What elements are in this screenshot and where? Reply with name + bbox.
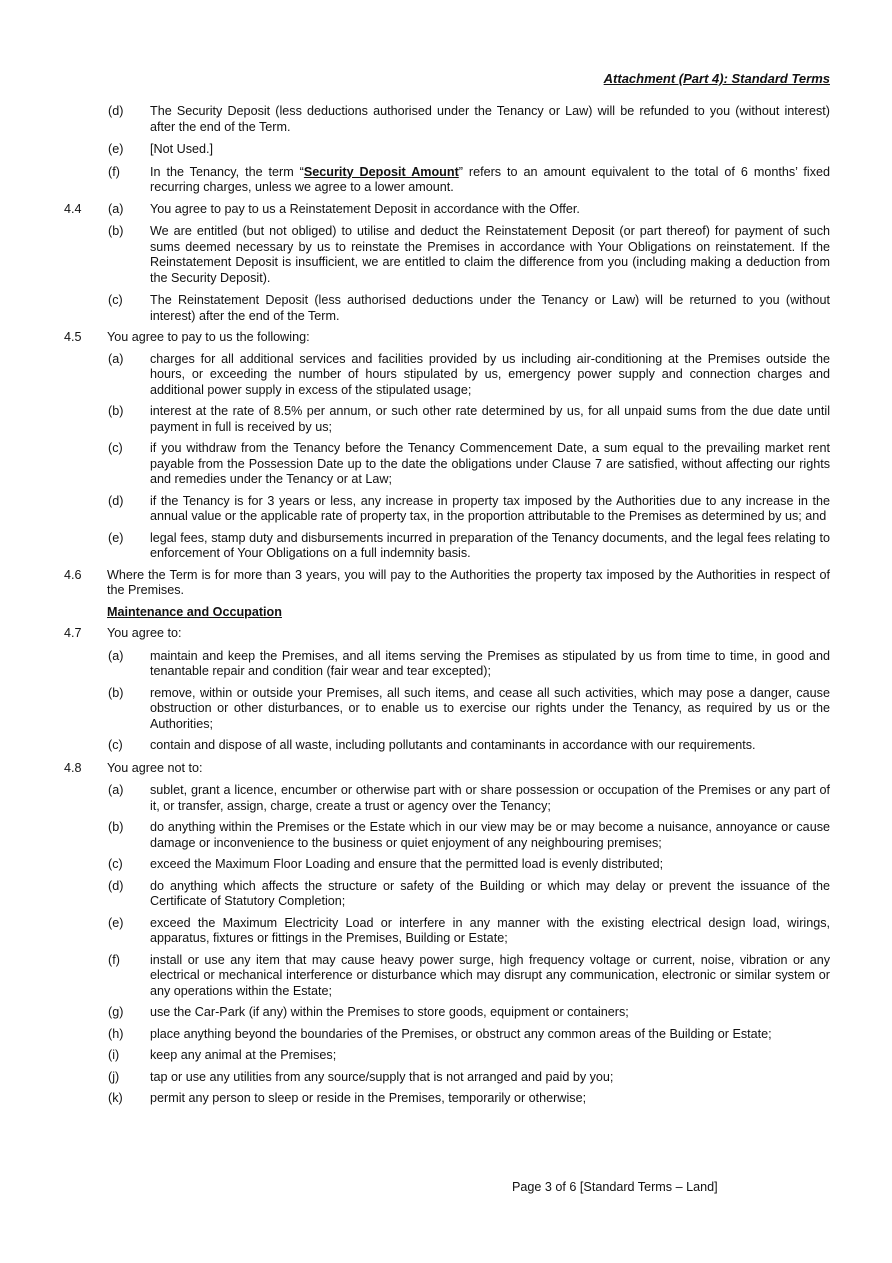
clause-label: (b): [108, 404, 124, 418]
clause-label: (f): [108, 952, 120, 967]
clause-4-8-b: [64, 820, 830, 851]
clause-text-post: ” refers to an amount equivalent to the total of 6 months’ fixed recurring charges, unless we agree to a lower amount.: [150, 164, 831, 194]
clause-label: (e): [108, 915, 124, 930]
clause-text: do anything within the Premises or the Estate which in our view may be or may become a nuisance, annoyance or cause damage or inconvenience to the business or quiet enjoyment of any neighbouring premises;: [150, 820, 830, 850]
clause-4-3-d: [64, 104, 830, 135]
clause-label: (c): [108, 738, 123, 752]
clause-text: contain and dispose of all waste, including pollutants and contaminants in accordance with our requirements.: [150, 738, 756, 752]
clause-label: (c): [108, 441, 123, 455]
clause-text: do anything which affects the structure or safety of the Building or which may delay or prevent the issuance of the Certificate of Statutory Completion;: [150, 878, 830, 908]
clause-text: remove, within or outside your Premises, all such items, and cease all such activities, which may pose a danger, cause obstruction or other disturbances, or to enable us to exercise our rights under the Tenancy, as required by us or the Authorities;: [150, 685, 830, 731]
clause-number: 4.6: [64, 567, 82, 582]
clause-label: (j): [108, 1069, 120, 1084]
clause-4-8-h: [64, 1027, 830, 1043]
clause-label: (d): [108, 878, 124, 893]
clause-label: (h): [108, 1026, 124, 1041]
clause-label: (c): [108, 857, 123, 871]
clause-text: maintain and keep the Premises, and all items serving the Premises as stipulated by us from time to time, in good and tenantable repair and condition (fair wear and tear excepted);: [150, 648, 830, 678]
page-header-title: Attachment (Part 4): Standard Terms: [603, 71, 830, 86]
clause-text: [Not Used.]: [150, 142, 213, 156]
clause-4-4-c: [64, 293, 830, 324]
clause-label: (a): [108, 648, 124, 663]
clause-number: 4.4: [64, 201, 82, 216]
clause-label: (i): [108, 1048, 120, 1062]
clause-4-8-j: [64, 1070, 830, 1086]
clause-text: install or use any item that may cause heavy power surge, high frequency voltage or current, noise, vibration or any electrical or mechanical interference or disturbance which may disrupt any communication, electronic or similar system or any operations within the Estate;: [150, 952, 830, 998]
clause-4-8-k: [64, 1091, 830, 1107]
section-heading: [64, 605, 830, 621]
clause-4-7-b: [64, 686, 830, 733]
clause-label: (d): [108, 493, 124, 508]
clause-text: if the Tenancy is for 3 years or less, any increase in property tax imposed by the Authorities due to any increase in the annual value or the applicable rate of property tax, in the proportion attributable to the Premises as determined by us; and: [150, 493, 830, 523]
clause-label: (b): [108, 685, 124, 700]
clause-text: The Reinstatement Deposit (less authorised deductions under the Tenancy or Law) will be returned to you (without interest) after the end of the Term.: [150, 293, 830, 323]
clause-4-4-b: [64, 224, 830, 286]
clause-4-8-a: [64, 783, 830, 814]
clause-label: (a): [108, 201, 124, 216]
clause-text: exceed the Maximum Electricity Load or interfere in any manner with the existing electrical design load, wirings, apparatus, fixtures or fittings in the Premises, Building or Estate;: [150, 915, 830, 945]
page-footer: Page 3 of 6 [Standard Terms – Land]: [512, 1180, 718, 1194]
clause-label: (a): [108, 351, 124, 366]
clause-text: exceed the Maximum Floor Loading and ensure that the permitted load is evenly distributed;: [150, 857, 664, 871]
clause-number: 4.5: [64, 330, 82, 344]
clause-4-5-e: [64, 531, 830, 562]
clause-text: sublet, grant a licence, encumber or otherwise part with or share possession or occupation of the Premises or any part of it, or transfer, assign, charge, create a trust or agency over the Tenancy;: [150, 783, 830, 813]
clause-text: if you withdraw from the Tenancy before the Tenancy Commencement Date, a sum equal to the prevailing market rent payable from the Possession Date up to the date the obligations under Clause 7 are satisfied, without affecting our rights and remedies under the Tenancy or at Law;: [150, 441, 830, 486]
clause-text: Where the Term is for more than 3 years, you will pay to the Authorities the property tax imposed by the Authorities in respect of the Premises.: [107, 567, 830, 597]
clause-text: keep any animal at the Premises;: [150, 1048, 337, 1062]
clause-label: (b): [108, 820, 124, 834]
clause-4-3-f: [64, 165, 830, 196]
clause-text: legal fees, stamp duty and disbursements incurred in preparation of the Tenancy documents, and the legal fees relating to enforcement of Your Obligations on a full indemnity basis.: [150, 530, 830, 560]
clause-text: You agree not to:: [107, 760, 203, 775]
clause-4-8-i: [64, 1048, 830, 1064]
clause-4-8-e: [64, 916, 830, 947]
clause-text: You agree to:: [107, 626, 182, 640]
clause-number: 4.7: [64, 626, 82, 640]
clause-label: (e): [108, 530, 124, 545]
clause-4-8: [64, 761, 830, 777]
clause-label: (b): [108, 224, 124, 238]
clause-4-5-d: [64, 494, 830, 525]
clause-label: (k): [108, 1091, 123, 1105]
clause-text: We are entitled (but not obliged) to utilise and deduct the Reinstatement Deposit (or part thereof) for payment of such sums deemed necessary by us to reinstate the Premises in accordance with Your Obligations on reinstatement. If the Reinstatement Deposit is insufficient, we are entitled to claim the difference from you (including making a deduction from the Security Deposit).: [150, 224, 830, 285]
clause-label: (e): [108, 142, 124, 156]
clause-4-5-a: [64, 352, 830, 399]
clause-text-pre: In the Tenancy, the term “: [150, 164, 304, 179]
clause-4-8-d: [64, 879, 830, 910]
clause-4-8-g: [64, 1005, 830, 1021]
document-body: [64, 104, 830, 1107]
clause-4-5: [64, 330, 830, 346]
clause-number: 4.8: [64, 760, 82, 775]
clause-label: (g): [108, 1005, 124, 1019]
clause-text: tap or use any utilities from any source/supply that is not arranged and paid by you;: [150, 1069, 614, 1084]
clause-label: (d): [108, 104, 124, 118]
clause-4-3-e: [64, 142, 830, 158]
clause-text: use the Car-Park (if any) within the Premises to store goods, equipment or containers;: [150, 1005, 629, 1019]
clause-text: You agree to pay to us a Reinstatement Deposit in accordance with the Offer.: [150, 201, 580, 216]
clause-text: permit any person to sleep or reside in the Premises, temporarily or otherwise;: [150, 1091, 587, 1105]
clause-text: charges for all additional services and facilities provided by us including air-conditioning at the Premises outside the hours, or exceeding the number of hours stipulated by us, emergency power supply and connection charges and additional power supply in excess of the stipulated usage;: [150, 351, 830, 397]
clause-text: [150, 165, 830, 196]
clause-text: The Security Deposit (less deductions authorised under the Tenancy or Law) will be refunded to you (without interest) after the end of the Term.: [150, 104, 830, 134]
clause-label: (f): [108, 164, 120, 179]
section-heading-text: Maintenance and Occupation: [107, 604, 282, 619]
clause-text: You agree to pay to us the following:: [107, 330, 310, 344]
clause-4-8-f: [64, 953, 830, 1000]
clause-text: interest at the rate of 8.5% per annum, or such other rate determined by us, for all unpaid sums from the due date until payment in full is received by us;: [150, 404, 830, 434]
clause-4-7-c: [64, 738, 830, 754]
defined-term: Security Deposit Amount: [303, 164, 459, 179]
clause-4-5-c: [64, 441, 830, 488]
clause-text: place anything beyond the boundaries of the Premises, or obstruct any common areas of the Building or Estate;: [150, 1026, 772, 1041]
clause-4-7-a: [64, 649, 830, 680]
clause-label: (a): [108, 783, 124, 797]
clause-4-4-a: [64, 202, 830, 218]
clause-4-8-c: [64, 857, 830, 873]
clause-4-5-b: [64, 404, 830, 435]
clause-4-6: [64, 568, 830, 599]
clause-label: (c): [108, 293, 123, 307]
clause-4-7: [64, 626, 830, 642]
